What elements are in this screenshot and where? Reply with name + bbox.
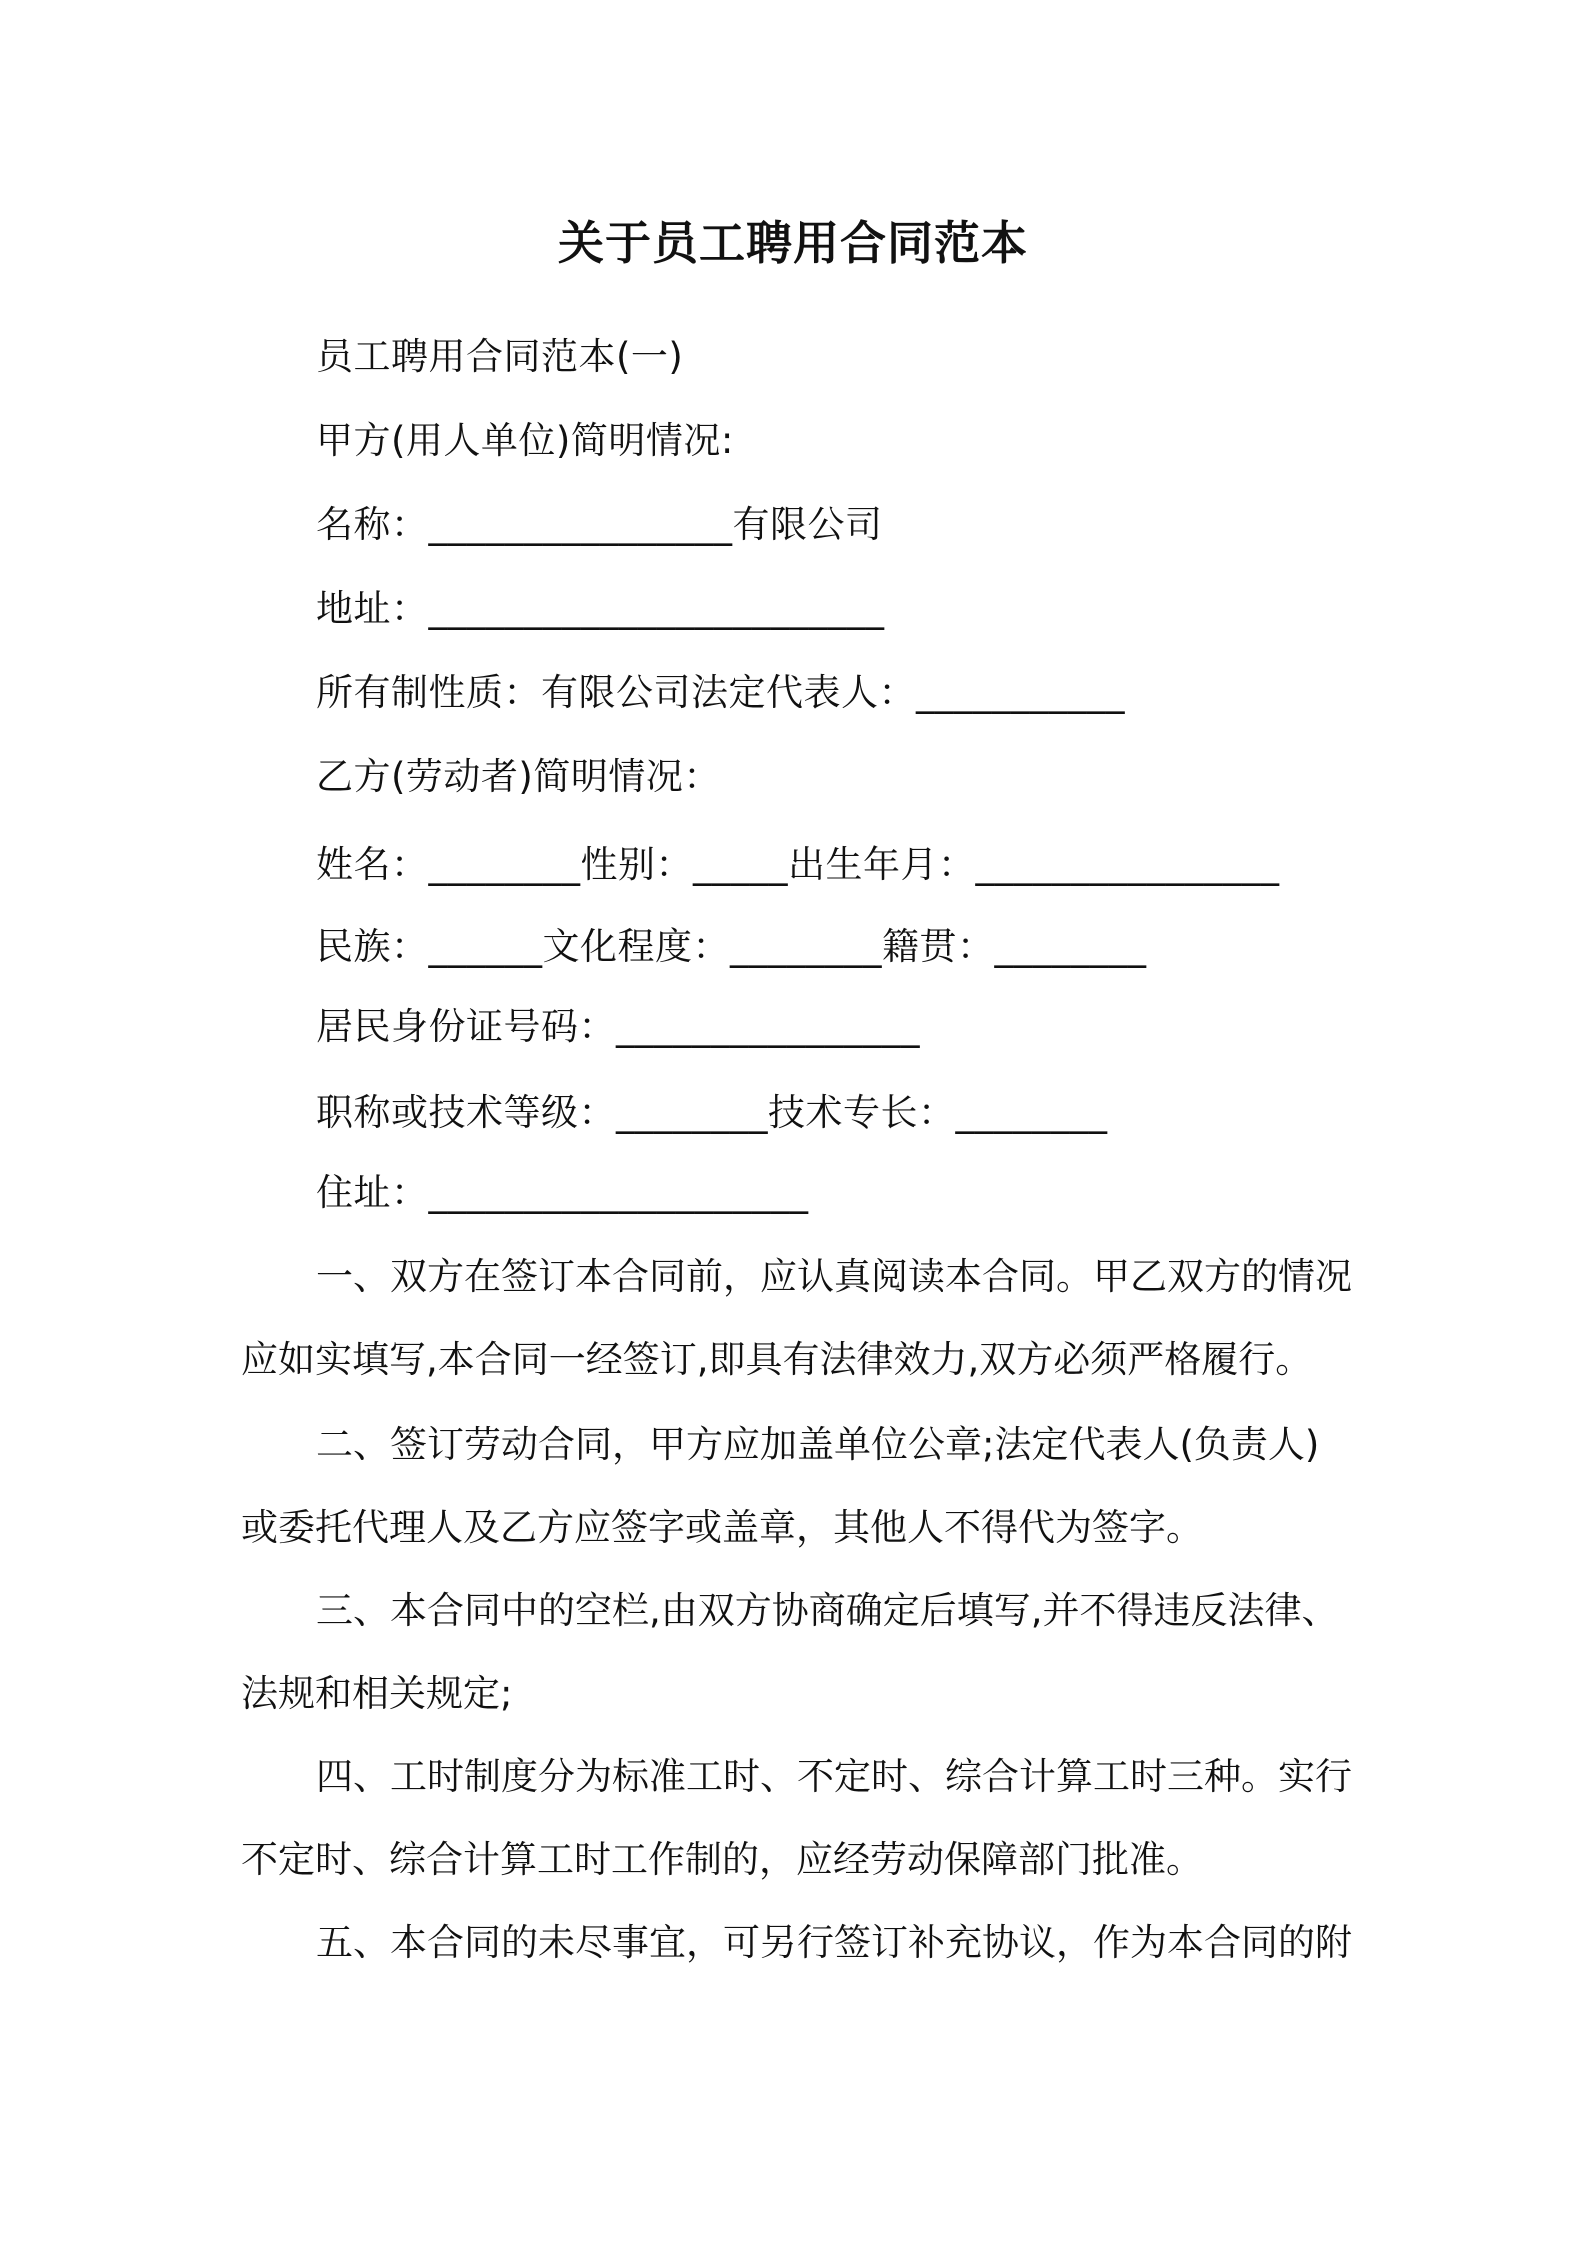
paragraph-3-line-1: 三、本合同中的空栏,由双方协商确定后填写,并不得违反法律、 [316,1589,1339,1632]
paragraph-1-line-2: 应如实填写,本合同一经签订,即具有法律效力,双方必须严格履行。 [241,1338,1313,1381]
ownership-representative-field: 所有制性质：有限公司法定代表人：___________ [316,671,1125,714]
paragraph-2-line-2: 或委托代理人及乙方应签字或盖章，其他人不得代为签字。 [241,1506,1203,1549]
name-gender-birth-field: 姓名：________性别：_____出生年月：________________ [316,843,1280,886]
residence-field: 住址：____________________ [316,1171,809,1214]
party-a-heading: 甲方(用人单位)简明情况: [316,419,734,462]
document-title: 关于员工聘用合同范本 [558,216,1028,270]
paragraph-2 [241,1420,1351,1586]
paragraph-3 [241,1586,1351,1752]
address-field: 地址：________________________ [316,587,885,630]
paragraph-3-line-2: 法规和相关规定; [241,1672,513,1715]
company-name-field: 名称：________________有限公司 [316,503,883,546]
party-b-heading: 乙方(劳动者)简明情况： [316,755,721,798]
section-heading: 员工聘用合同范本(一) [316,335,684,378]
paragraph-1 [241,1252,1351,1418]
id-number-field: 居民身份证号码：________________ [316,1005,920,1048]
paragraph-5-line-1: 五、本合同的未尽事宜，可另行签订补充协议，作为本合同的附 [316,1921,1352,1964]
paragraph-4-line-1: 四、工时制度分为标准工时、不定时、综合计算工时三种。实行 [316,1755,1352,1798]
paragraph-1-line-1: 一、双方在签订本合同前，应认真阅读本合同。甲乙双方的情况 [316,1255,1352,1298]
paragraph-4 [241,1752,1351,1918]
paragraph-4-line-2: 不定时、综合计算工时工作制的，应经劳动保障部门批准。 [241,1838,1203,1881]
title-skill-field: 职称或技术等级：________技术专长：________ [316,1091,1108,1134]
ethnicity-education-origin-field: 民族：______文化程度：________籍贯：________ [316,925,1147,968]
paragraph-5 [241,1918,1351,2001]
paragraph-2-line-1: 二、签订劳动合同，甲方应加盖单位公章;法定代表人(负责人) [316,1423,1320,1466]
